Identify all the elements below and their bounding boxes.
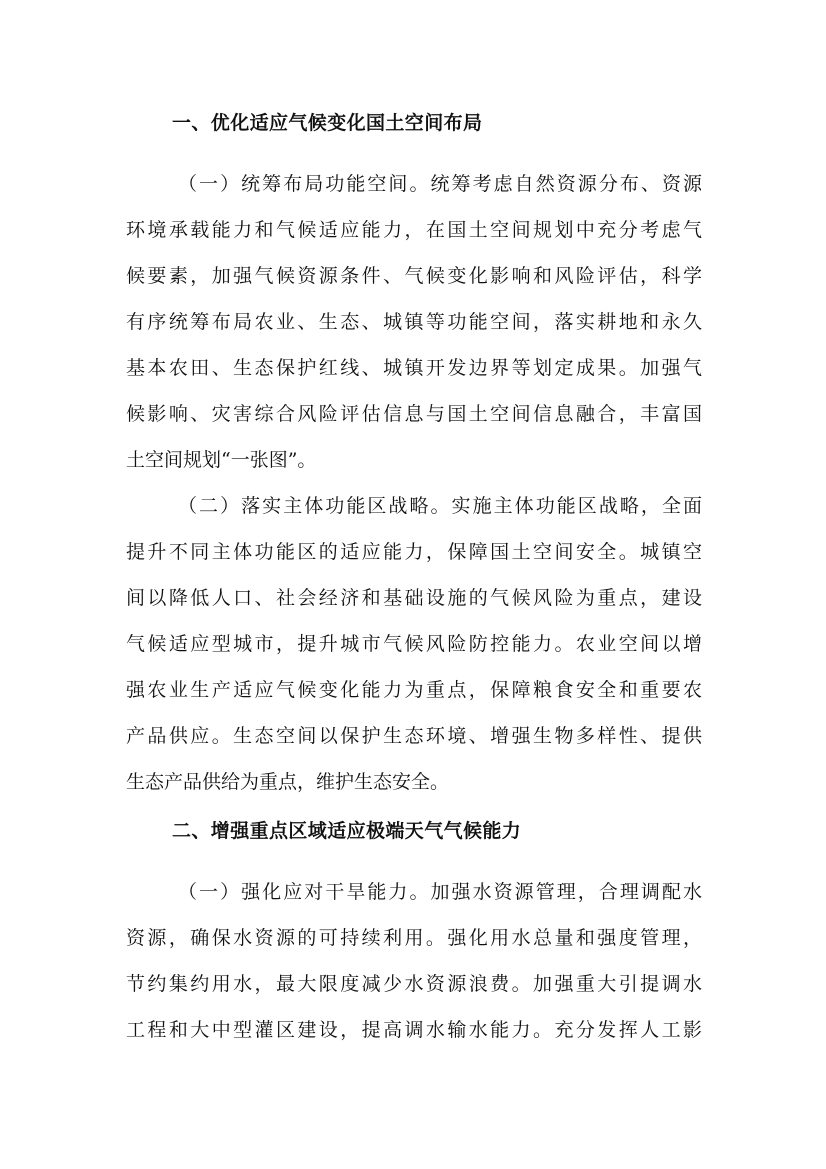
paragraph-line: 候要素，加强气候资源条件、气候变化影响和风险评估，科学 [126, 265, 702, 287]
section-heading-2: 二、增强重点区域适应极端天气气候能力 [172, 820, 522, 842]
paragraph-line: 强农业生产适应气候变化能力为重点，保障粮食安全和重要农 [126, 679, 702, 701]
paragraph-line: 气候适应型城市，提升城市气候风险防控能力。农业空间以增 [126, 633, 702, 655]
paragraph-1-1 [126, 161, 702, 483]
paragraph-line: 间以降低人口、社会经济和基础设施的气候风险为重点，建设 [126, 587, 702, 609]
paragraph-line: 节约集约用水，最大限度减少水资源浪费。加强重大引提调水 [126, 973, 702, 995]
paragraph-line: 环境承载能力和气候适应能力，在国土空间规划中充分考虑气 [126, 219, 702, 241]
paragraph-line: 产品供应。生态空间以保护生态环境、增强生物多样性、提供 [126, 725, 702, 747]
paragraph-line: （二）落实主体功能区战略。实施主体功能区战略，全面 [178, 495, 702, 517]
paragraph-line: 提升不同主体功能区的适应能力，保障国土空间安全。城镇空 [126, 541, 702, 563]
paragraph-line: 有序统筹布局农业、生态、城镇等功能空间，落实耕地和永久 [126, 311, 702, 333]
paragraph-2-1 [126, 869, 702, 1053]
paragraph-line: 资源，确保水资源的可持续利用。强化用水总量和强度管理， [126, 927, 702, 949]
paragraph-line: 土空间规划“一张图”。 [126, 449, 317, 471]
paragraph-line: 工程和大中型灌区建设，提高调水输水能力。充分发挥人工影 [126, 1019, 702, 1041]
paragraph-line: （一）强化应对干旱能力。加强水资源管理，合理调配水 [178, 881, 702, 903]
paragraph-line: 基本农田、生态保护红线、城镇开发边界等划定成果。加强气 [126, 357, 702, 379]
paragraph-line: 候影响、灾害综合风险评估信息与国土空间信息融合，丰富国 [126, 403, 702, 425]
paragraph-line: 生态产品供给为重点，维护生态安全。 [126, 771, 450, 793]
paragraph-line: （一）统筹布局功能空间。统筹考虑自然资源分布、资源 [178, 173, 702, 195]
section-heading-1: 一、优化适应气候变化国土空间布局 [172, 112, 483, 134]
paragraph-1-2 [126, 483, 702, 805]
